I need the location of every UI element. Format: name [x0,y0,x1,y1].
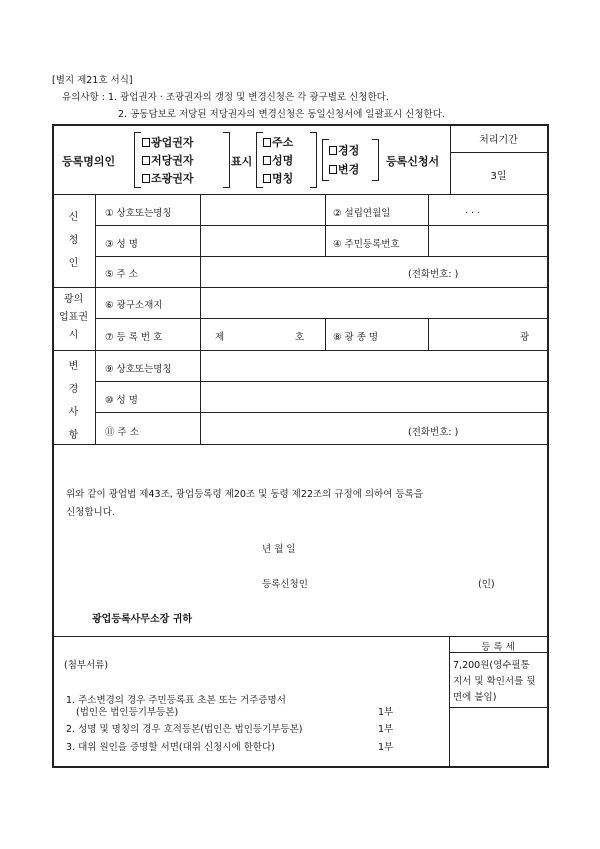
attachment-item-3: 3. 대위 원인을 증명할 서면(대위 신청시에 한한다) [66,742,275,753]
fee-line-3: 면에 붙임) [453,692,497,703]
title-suffix: 등록신청서 [386,155,440,168]
action-option-2: 변경 [329,161,359,177]
field-resident-number-label: ④ 주민등록번호 [333,239,400,250]
item-checkbox-2[interactable] [263,156,271,165]
item-checkbox-1[interactable] [263,138,271,147]
fee-line-2: 지서 및 확인서를 뒷 [453,676,536,687]
field-company-name-input[interactable] [202,196,323,224]
attachment-item-3-count: 1부 [378,742,394,753]
field-established-date-value[interactable]: . . . [465,205,481,216]
holder-option-2: 저당권자 [142,152,194,168]
declaration-seal: (인) [478,579,495,590]
fee-label: 등 록 세 [481,642,515,653]
table-right-border [547,124,549,768]
table-top-border [52,124,549,126]
applicant-section-label: 신 청 인 [68,212,79,269]
declaration-text-1: 위와 같이 광업법 제43조, 광업등록령 제20조 및 동령 제22조의 규정에 의하여 등록을 [66,489,423,500]
field-new-name-label: ⑩ 성 명 [105,395,138,406]
item-option-3: 명칭 [263,170,293,186]
mine-section-label: 광의 업표권 시 [59,294,88,341]
action-option-1: 경정 [329,142,359,158]
field-new-company-name-label: ⑨ 상호또는명칭 [105,364,172,375]
field-established-date-label: ② 설립연월일 [333,208,391,219]
holder-option-1: 광업권자 [142,134,194,150]
attachment-item-1b: (법인은 법인등기부등본) [76,707,179,718]
item-checkbox-3[interactable] [263,174,271,183]
attachments-label: (첨부서류) [64,660,109,671]
item-option-2: 성명 [263,152,293,168]
attachment-item-2-count: 1부 [378,724,394,735]
field-company-name-label: ① 상호또는명칭 [105,208,172,219]
attachment-item-1a: 1. 주소변경의 경우 주민등록표 초본 또는 거주증명서 [66,695,286,706]
field-name-input[interactable] [202,227,323,255]
attachment-item-1-count: 1부 [378,707,394,718]
field-registration-number-label: ⑦ 등 록 번 호 [105,332,163,343]
field-new-address-label: ⑪ 주 소 [105,427,139,438]
field-applicant-phone[interactable]: (전화번호: ) [408,269,459,280]
title-prefix: 등록명의인 [62,155,116,168]
fee-line-1: 7,200원(영수필통 [453,660,530,671]
declaration-applicant: 등록신청인 [262,579,308,590]
item-option-1: 주소 [263,134,293,150]
field-mine-location-label: ⑥ 광구소재지 [105,300,163,311]
holder-checkbox-1[interactable] [142,138,150,147]
change-section-label: 변 경 사 항 [68,361,79,441]
table-bottom-border [52,766,549,768]
field-registration-prefix: 제 [215,332,225,343]
note-line-1: 유의사항 : 1. 광업권자 · 조광권자의 갱정 및 변경신청은 각 광구별로 신청한다. [62,92,389,103]
field-registration-suffix: 호 [295,332,305,343]
holder-option-3: 조광권자 [142,170,194,186]
processing-label: 처리기간 [479,135,518,146]
action-checkbox-1[interactable] [329,146,337,155]
attachment-item-2: 2. 성명 및 명칭의 경우 호적등본(법인은 법인등기부등본) [66,724,303,735]
action-checkbox-2[interactable] [329,165,337,174]
holder-checkbox-2[interactable] [142,156,150,165]
field-name-label: ③ 성 명 [105,239,138,250]
field-mineral-type-label: ⑧ 광 종 명 [333,332,379,343]
note-line-2: 2. 공동담보로 저당된 저당권자의 변경신청은 동일신청서에 일괄표시 신청한다. [118,109,445,120]
holder-checkbox-3[interactable] [142,174,150,183]
title-display: 표시 [231,155,253,168]
field-mineral-unit: 광 [520,332,530,343]
declaration-text-2: 신청합니다. [66,507,115,518]
processing-value: 3일 [490,171,507,182]
declaration-addressee: 광업등록사무소장 귀하 [92,614,193,625]
field-address-label: ⑤ 주 소 [105,269,138,280]
field-change-phone[interactable]: (전화번호: ) [408,427,459,438]
form-label: [별지 제21호 서식] [52,75,133,86]
declaration-date[interactable]: 년 월 일 [262,544,296,555]
